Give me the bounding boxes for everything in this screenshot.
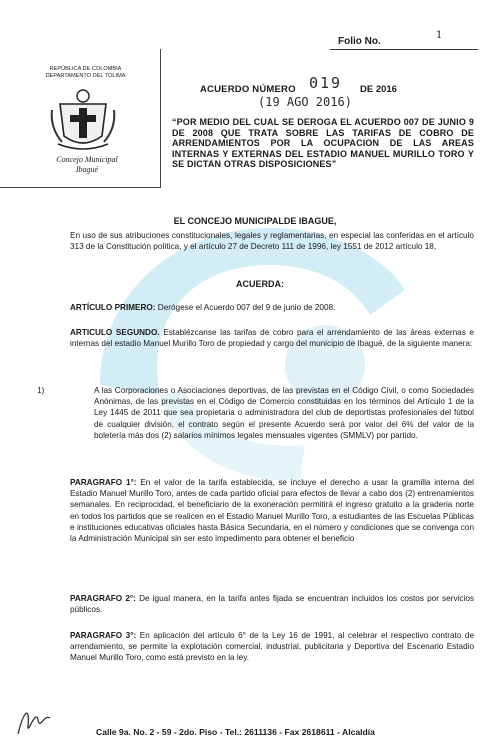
intro-paragraph: En uso de sus atribuciones constitucionales, legales y reglamentarias, en especial las conferidas en el artículo 313 de la Constitución política, y el artículo 27 de Decreto 111 de 1996, ley 1551 de 2012 artículo 18, [70, 231, 474, 252]
header-horizontal-divider [0, 187, 161, 188]
footer-address: Calle 9a. No. 2 - 59 - 2do. Piso - Tel.: 2611136 - Fax 2618611 - Alcaldía [96, 727, 375, 737]
acuerda-heading: ACUERDA: [236, 279, 284, 289]
acuerdo-number: 019 [309, 74, 343, 92]
signature-mark [14, 700, 54, 740]
acuerdo-label: ACUERDO NÚMERO [200, 84, 296, 95]
article-2-label: ARTICULO SEGUNDO. [70, 328, 160, 337]
paragraph-3 [70, 630, 474, 664]
paragraph-3-text: En aplicación del artículo 6° de la Ley 16 de 1991, al celebrar el respectivo contrato de arrendamiento, se permite la explotación comercial, industrial, publicitaria y Deportiva del Escenario Estadio Manuel Murillo Toro, como está previsto en la ley. [70, 631, 475, 663]
article-1 [70, 302, 474, 313]
article-1-text: Derógese el Acuerdo 007 del 9 de junio de 2008. [155, 303, 336, 312]
folio-divider [330, 49, 478, 50]
department-text: DEPARTAMENTO DEL TOLIMA [45, 73, 126, 79]
concejo-line2: Ibagué [75, 165, 99, 174]
item-1-text: A las Corporaciones o Asociaciones deportivas, de las previstas en el Código Civil, o como Sociedades Anónimas, de las previstas en el Código de Comercio constituidas en los términos del Artículo 1 de la Ley 1445 de 2011 que sea propietaria o administradora del club de deportistas profesionales del fútbol de cualquier división, el contrato según el presente Acuerdo será por valor del 6% del valor de la boletería más dos (2) salarios mínimos legales mensuales vigentes (SMMLV) por partido. [94, 386, 474, 440]
concejo-heading: EL CONCEJO MUNICIPALDE IBAGUE, [173, 216, 337, 226]
folio-label: Folio No. [338, 36, 381, 47]
date-stamp: (19 AGO 2016) [258, 95, 352, 109]
paragraph-2 [70, 593, 474, 615]
paragraph-1 [70, 477, 474, 544]
paragraph-1-label: PARAGRAFO 1°: [70, 478, 137, 487]
concejo-label [22, 155, 152, 175]
article-1-label: ARTÍCULO PRIMERO: [70, 303, 156, 312]
article-2-text: Establézcanse las tarifas de cobro para el arrendamiento de las áreas externas e internas del estadio Manuel Murillo Toro de propiedad y cargo del municipio de Ibagué, de la siguiente manera: [70, 328, 474, 349]
republic-text: REPÚBLICA DE COLOMBIA [49, 66, 122, 72]
paragraph-3-label: PARAGRAFO 3°: [70, 631, 137, 640]
folio-number: 1 [436, 30, 443, 41]
acuerdo-year: DE 2016 [360, 84, 397, 95]
item-1-number: 1) [37, 386, 45, 395]
crest-header [18, 66, 153, 80]
coat-of-arms-icon [48, 88, 118, 152]
article-2 [70, 327, 474, 349]
paragraph-2-text: De igual manera, en la tarifa antes fijada se encuentran incluidos los costos por servicios públicos. [70, 594, 474, 615]
paragraph-2-label: PARAGRAFO 2°: [70, 594, 136, 603]
paragraph-1-text: En el valor de la tarifa establecida, se incluye el derecho a usar la gramilla interna del Estadio Manuel Murillo Toro, antes de cada partido oficial para efectos de llevar a cabo dos (2) entrenamientos semanales. En reciprocidad, el beneficiario de la exoneración permitirá el ingreso gratuito a la graderia norte en todos los partidos que se realicen en el Estadio Manuel Murillo Toro, a estudiantes de las Escuelas Públicas e instituciones educativas oficiales hasta Básica Secundaria, en el número y condiciones que se convenga con la Administración Municipal sin ser esto impedimento para obtener el beneficio [70, 478, 474, 544]
concejo-line1: Concejo Municipal [56, 155, 118, 164]
document-title: “POR MEDIO DEL CUAL SE DEROGA EL ACUERDO 007 DE JUNIO 9 DE 2008 QUE TRATA SOBRE LAS TARIFAS DE COBRO DE ARRENDAMIENTOS POR LA OCUPACION DE LAS AREAS INTERNAS Y EXTERNAS DEL ESTADIO MANUEL MURILLO TORO Y SE DICTAN OTRAS DISPOSICIONES” [172, 117, 474, 170]
header-vertical-divider [160, 49, 161, 187]
